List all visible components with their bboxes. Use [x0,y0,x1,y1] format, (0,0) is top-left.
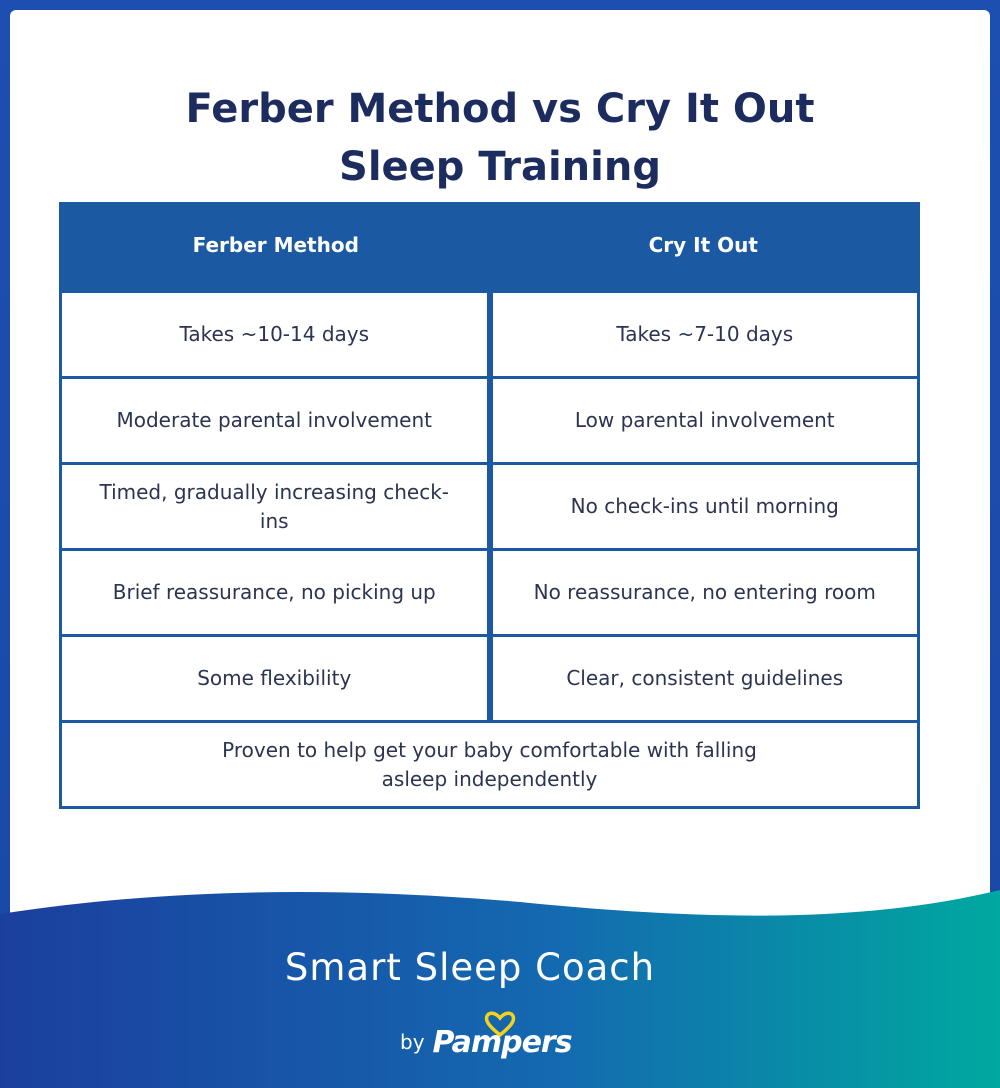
table-cell: No check-ins until morning [493,465,918,548]
table-row [62,379,917,462]
page-title [10,80,990,196]
table-cell: Brief reassurance, no picking up [62,551,487,634]
table-cell: Takes ~10-14 days [62,293,487,376]
table-cell: Low parental involvement [493,379,918,462]
table-header [62,202,917,290]
table-footer-row [62,723,917,806]
header-cry-it-out: Cry It Out [648,233,758,257]
header-ferber-method: Ferber Method [192,233,359,257]
table-row [62,551,917,634]
pampers-logo [433,1025,572,1060]
pampers-heart-icon [483,1011,517,1037]
table-cell: Moderate parental involvement [62,379,487,462]
title-line-2: Sleep Training [339,144,661,190]
table-footer-cell: Proven to help get your baby comfortable with falling asleep independently [62,723,917,806]
comparison-table [59,202,920,809]
table-cell: No reassurance, no entering room [493,551,918,634]
title-line-1: Ferber Method vs Cry It Out [185,86,815,132]
table-cell: Some flexibility [62,637,487,720]
table-cell: Timed, gradually increasing check-ins [62,465,487,548]
brand-byline [400,1010,572,1060]
table-row [62,637,917,720]
table-cell: Takes ~7-10 days [493,293,918,376]
pampers-logo-text: Pampers [432,1025,572,1060]
table-row [62,293,917,376]
table-row [62,465,917,548]
brand-name: Smart Sleep Coach [284,946,656,989]
table-cell: Clear, consistent guidelines [493,637,918,720]
by-label: by [400,1030,425,1054]
